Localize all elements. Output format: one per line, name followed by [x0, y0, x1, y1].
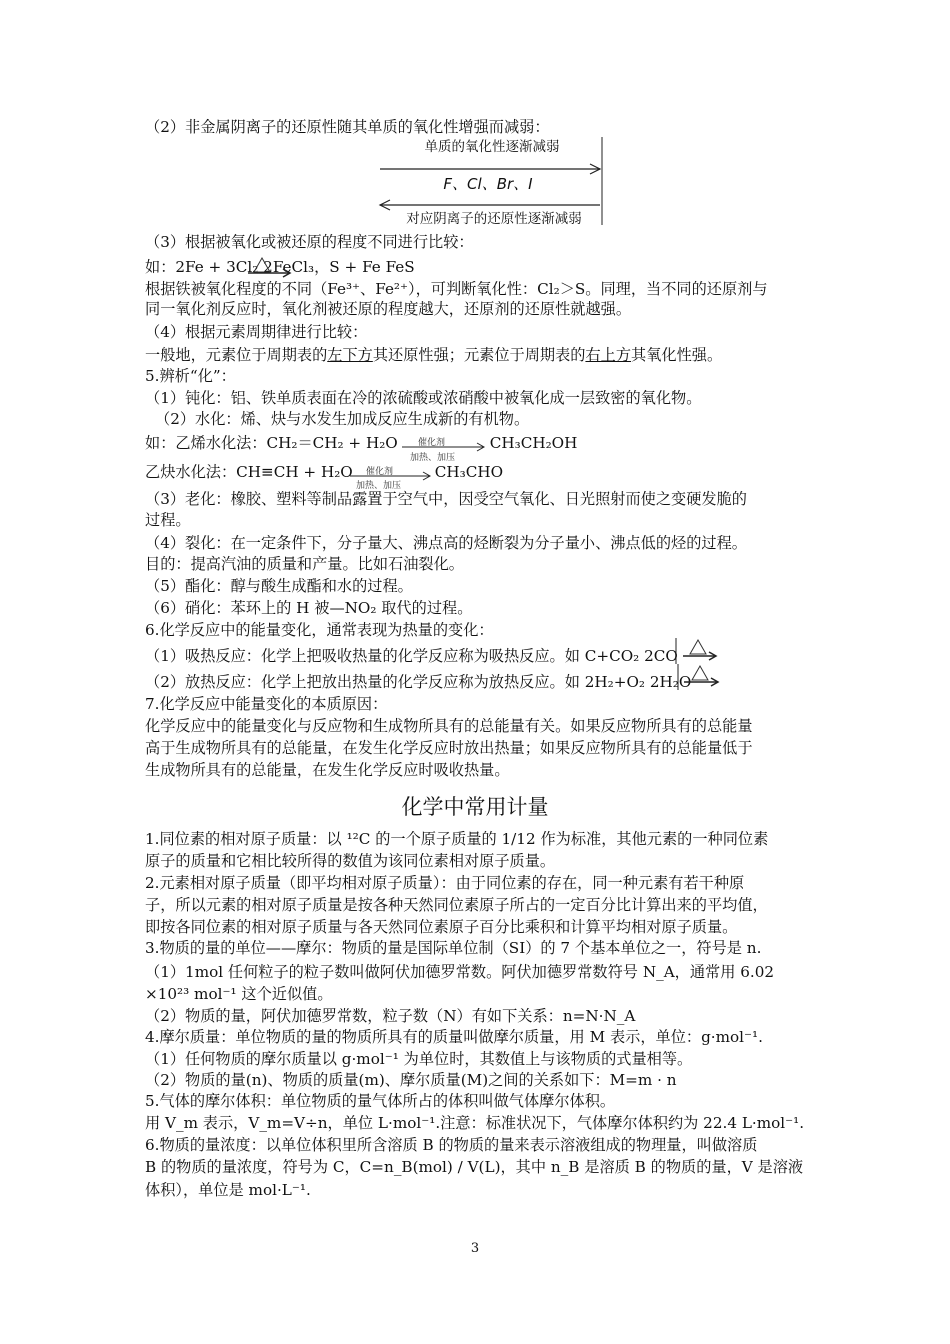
underlined-term: 右上方: [585, 346, 631, 364]
diagram-top-label: 单质的氧化性逐渐减弱: [424, 139, 560, 155]
paragraph: （5）酯化：醇与酸生成酯和水的过程。: [145, 577, 413, 595]
reaction-line: （1）吸热反应：化学上把吸收热量的化学反应称为吸热反应。如 C+CO₂ 2CO: [145, 647, 678, 665]
paragraph: 原子的质量和它相比较所得的数值为该同位素相对原子质量。: [145, 852, 556, 870]
reactants: 乙炔水化法：CH≡CH + H₂O: [145, 463, 353, 481]
reactants: 如：乙烯水化法：CH₂＝CH₂ + H₂O: [145, 434, 398, 452]
paragraph: （2）水化：烯、炔与水发生加成反应生成新的有机物。: [155, 410, 530, 428]
paragraph: 过程。: [145, 511, 191, 529]
products: CH₃CH₂OH: [489, 434, 578, 452]
products: CH₃CHO: [434, 463, 504, 481]
paragraph: 生成物所具有的总能量，在发生化学反应时吸收热量。: [145, 761, 510, 779]
reaction-line: 如：2Fe + 3Cl₂ 2FeCl₃，S + Fe FeS: [145, 258, 415, 276]
text: 其氧化性强。: [631, 346, 723, 364]
paragraph: 根据铁被氧化程度的不同（Fe³⁺、Fe²⁺），可判断氧化性：Cl₂＞S。同理，当不同的还原剂与: [145, 280, 768, 298]
diagram-bottom-label: 对应阴离子的还原性逐渐减弱: [406, 211, 582, 227]
paragraph: 高于生成物所具有的总能量，在发生化学反应时放出热量；如果反应物所具有的总能量低于: [145, 739, 753, 757]
paragraph: （2）非金属阴离子的还原性随其单质的氧化性增强而减弱：: [145, 118, 550, 136]
paragraph: 4.摩尔质量：单位物质的量的物质所具有的质量叫做摩尔质量，用 M 表示，单位：g·mol⁻¹.: [145, 1028, 763, 1046]
paragraph: （4）裂化：在一定条件下，分子量大、沸点高的烃断裂为分子量小、沸点低的烃的过程。: [145, 534, 747, 552]
paragraph: ×10²³ mol⁻¹ 这个近似值。: [145, 985, 333, 1003]
paragraph: （1）任何物质的摩尔质量以 g·mol⁻¹ 为单位时，其数值上与该物质的式量相等。: [145, 1050, 693, 1068]
paragraph: 5.气体的摩尔体积：单位物质的量气体所占的体积叫做气体摩尔体积。: [145, 1092, 616, 1110]
paragraph: 2.元素相对原子质量（即平均相对原子质量）：由于同位素的存在，同一种元素有若干种原: [145, 874, 745, 892]
paragraph: 用 V_m 表示，V_m=V÷n，单位 L·mol⁻¹.注意：标准状况下，气体摩尔体积约为 22.4 L·mol⁻¹.: [145, 1114, 805, 1132]
section-title: 化学中常用计量: [401, 795, 549, 819]
paragraph: 子，所以元素的相对原子质量是按各种天然同位素原子所占的一定百分比计算出来的平均值，: [145, 896, 768, 914]
paragraph: （4）根据元素周期律进行比较：: [145, 323, 368, 341]
catalyst-label: 催化剂: [418, 438, 446, 448]
paragraph: 3.物质的量的单位——摩尔：物质的量是国际单位制（SI）的 7 个基本单位之一，符号是 n.: [145, 939, 762, 957]
section-heading: 5.辨析“化”：: [145, 367, 236, 385]
section-heading: 6.化学反应中的能量变化，通常表现为热量的变化：: [145, 621, 494, 639]
paragraph: （6）硝化：苯环上的 H 被—NO₂ 取代的过程。: [145, 599, 473, 617]
paragraph: （2）物质的量(n)、物质的质量(m)、摩尔质量(M)之间的关系如下：M=m · n: [145, 1071, 677, 1089]
text: 其还原性强；元素位于周期表的: [372, 346, 586, 364]
text: 一般地，元素位于周期表的: [145, 346, 328, 364]
paragraph: （1）钝化：铝、铁单质表面在冷的浓硫酸或浓硝酸中被氧化成一层致密的氧化物。: [145, 389, 702, 407]
paragraph: （1）1mol 任何粒子的粒子数叫做阿伏加德罗常数。阿伏加德罗常数符号 N_A，通常用 6.02: [145, 963, 775, 981]
paragraph: （2）物质的量，阿伏加德罗常数，粒子数（N）有如下关系：n=N·N_A: [145, 1007, 636, 1025]
paragraph: 同一氧化剂反应时，氧化剂被还原的程度越大，还原剂的还原性就越强。: [145, 300, 631, 318]
paragraph: 目的：提高汽油的质量和产量。比如石油裂化。: [145, 555, 464, 573]
paragraph: B 的物质的量浓度，符号为 C，C=n_B(mol) / V(L)，其中 n_B 是溶质 B 的物质的量，V 是溶液: [145, 1158, 804, 1176]
reaction-line: （2）放热反应：化学上把放出热量的化学反应称为放热反应。如 2H₂+O₂ 2H₂O: [145, 673, 692, 691]
diagram-middle-label: F、Cl、Br、I: [443, 175, 533, 193]
page-number: 3: [470, 1241, 480, 1256]
condition-label: 加热、加压: [356, 481, 402, 491]
condition-label: 加热、加压: [410, 453, 456, 463]
catalyst-label: 催化剂: [366, 467, 394, 477]
paragraph: （3）根据被氧化或被还原的程度不同进行比较：: [145, 233, 474, 251]
section-heading: 7.化学反应中能量变化的本质原因：: [145, 695, 388, 713]
paragraph: 即按各同位素的相对原子质量与各天然同位素原子百分比乘积和计算平均相对原子质量。: [145, 918, 738, 936]
underlined-term: 左下方: [327, 346, 373, 364]
paragraph: （3）老化：橡胶、塑料等制品露置于空气中，因受空气氧化、日光照射而使之变硬发脆的: [145, 490, 747, 508]
paragraph: 6.物质的量浓度：以单位体积里所含溶质 B 的物质的量来表示溶液组成的物理量，叫做溶质: [145, 1136, 758, 1154]
paragraph: 体积），单位是 mol·L⁻¹.: [145, 1181, 311, 1199]
paragraph: 化学反应中的能量变化与反应物和生成物所具有的总能量有关。如果反应物所具有的总能量: [145, 717, 753, 735]
paragraph: 1.同位素的相对原子质量：以 ¹²C 的一个原子质量的 1/12 作为标准，其他元素的一种同位素: [145, 830, 769, 848]
